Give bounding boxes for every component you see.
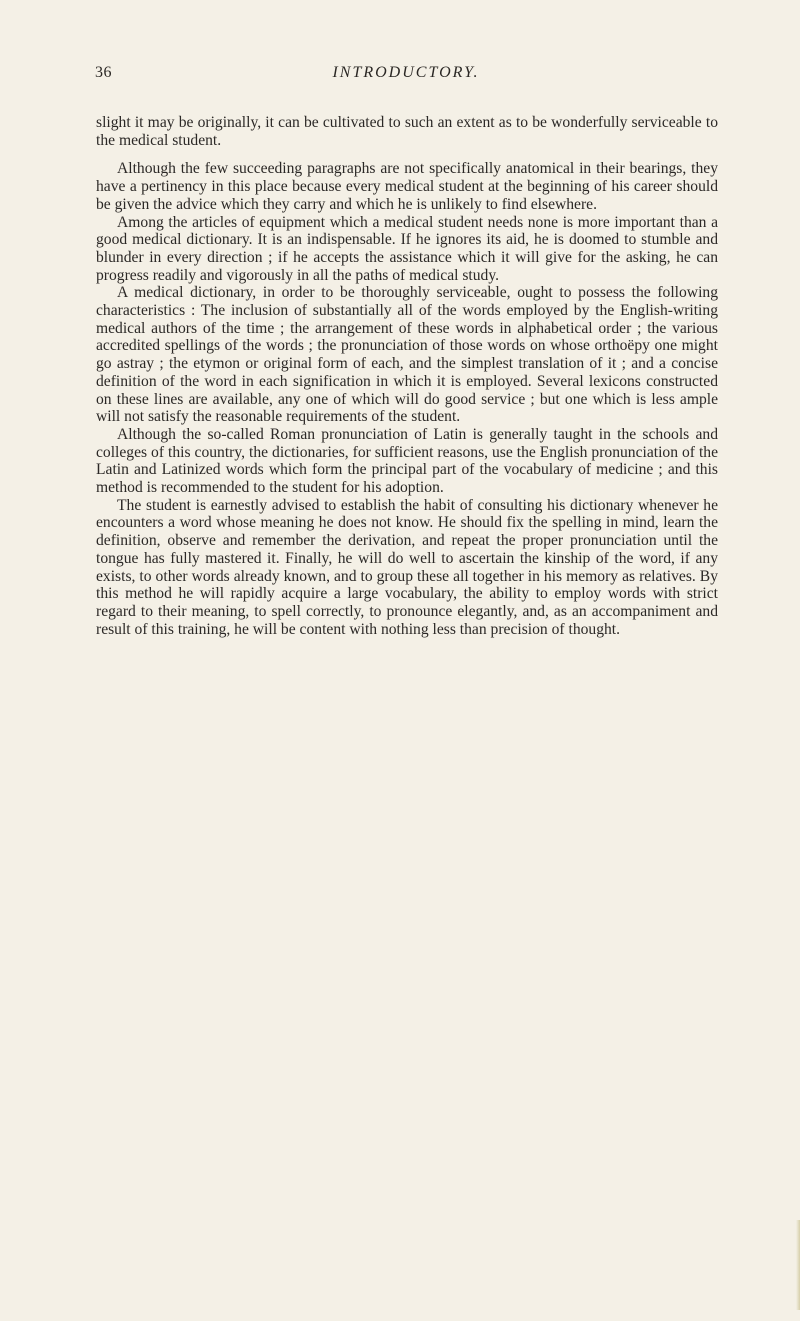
paragraph-advice: Although the few succeeding paragraphs are not specifically anatomical in their bearings, they have a pertinency in this place because every medical student at the beginning of his career should be given the advice which they carry and which he is unlikely to find elsewhere. <box>96 160 718 213</box>
running-head: INTRODUCTORY. <box>332 64 480 81</box>
paragraph-pronunciation: Although the so-called Roman pronunciation of Latin is generally taught in the schools and colleges of this country, the dictionaries, for sufficient reasons, use the English pronunciation of the Latin and Latinized words which form the principal part of the vocabulary of medicine ; and this method is recommended to the student for his adoption. <box>96 425 718 497</box>
paragraph-dictionary-importance: Among the articles of equipment which a medical student needs none is more important than a good medical dictionary. It is an indispensable. If he ignores its aid, he is doomed to stumble and blunder in every direction ; if he accepts the assistance which it will give for the asking, he can progress readily and vigorously in all the paths of medical study. <box>96 213 718 284</box>
page-header <box>95 64 717 86</box>
paragraph-continuation: slight it may be originally, it can be cultivated to such an extent as to be wonderfully serviceable to the medical student. <box>96 114 718 149</box>
page-edge-stain <box>796 1220 800 1310</box>
paragraph-consulting-habit: The student is earnestly advised to establish the habit of consulting his dictionary whenever he encounters a word whose meaning he does not know. He should fix the spelling in mind, learn the definition, observe and remember the derivation, and repeat the proper pronunciation until the tongue has fully mastered it. Finally, he will do well to ascertain the kinship of the word, if any exists, to other words already known, and to group these all together in his memory as relatives. By this method he will rapidly acquire a large vocabulary, the ability to employ words with strict regard to their meaning, to spell correctly, to pronounce elegantly, and, as an accompaniment and result of this training, he will be content with nothing less than precision of thought. <box>96 496 718 638</box>
paragraph-dictionary-characteristics: A medical dictionary, in order to be thoroughly serviceable, ought to possess the following characteristics : The inclusion of substantially all of the words employed by the English-writing medical authors of the time ; the arrangement of these words in alphabetical order ; the various accredited spellings of the words ; the pronunciation of those words on whose orthoëpy one might go astray ; the etymon or original form of each, and the simplest translation of it ; and a concise definition of the word in each signification in which it is employed. Several lexicons constructed on these lines are available, any one of which will do good service ; but one which is less ample will not satisfy the reasonable requirements of the student. <box>96 284 718 426</box>
page-number: 36 <box>95 64 112 81</box>
body-text <box>96 114 718 638</box>
